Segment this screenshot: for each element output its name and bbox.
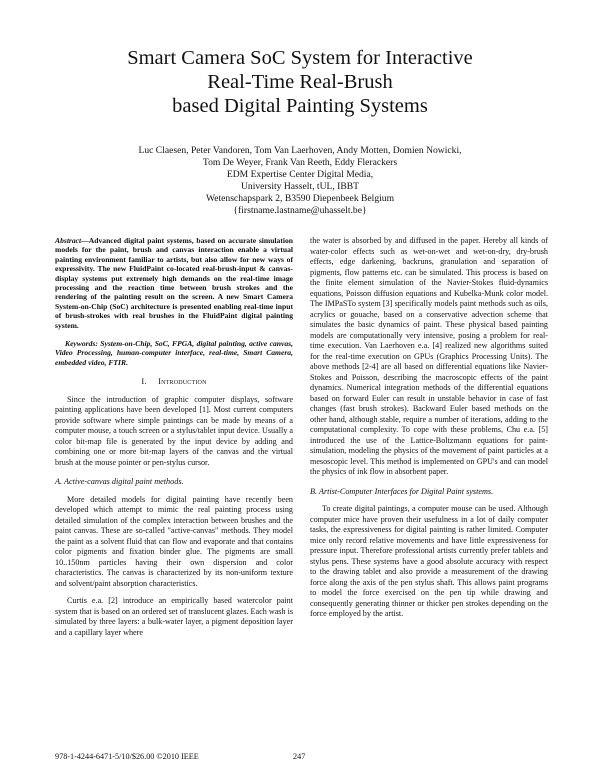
- keywords-text: System-on-Chip, SoC, FPGA, digital painting, active canvas, Video Processing, human-computer interface, real-time, Smart Camera, embedded video, FTIR.: [55, 339, 293, 367]
- footer-copyright: 978-1-4244-6471-5/10/$26.00 ©2010 IEEE: [55, 752, 199, 761]
- subsection-b-paragraph-1: To create digital paintings, a computer mouse can be used. Although computer mice have proven their usefulness in a lot of daily computer tasks, the expressiveness for digital painting is rather limited. Computer mice only record relative movements and have little expressiveness for pressure input. Therefore professional artists currently prefer tablets and stylus pens. These systems have a good absolute accuracy with respect to the drawing tablet and also provide a measurement of the drawing force along the axis of the pen stylus shaft. This allows paint programs to model the force exercised on the pen tip while drawing and consequently generating thinner or thicker pen strokes depending on the force employed by the artist.: [310, 504, 548, 618]
- abstract: Abstract—Advanced digital paint systems, based on accurate simulation models for the paint, brush and canvas interaction enable a virtual painting environment familiar to artists, but also allow for new ways of expressivity. The new FluidPaint co-located real-brush-input & canvas-display systems put extremely high demands on the real-time image processing and the reaction time between brush strokes and the rendering of the painting result on the screen. A new Smart Camera System-on-Chip (SoC) architecture is presented enabling real-time input of brush-strokes with real brushes in the FluidPaint digital painting system.: [55, 236, 293, 330]
- author-block: [40, 145, 560, 218]
- section-title: Introduction: [158, 377, 207, 387]
- right-column: [310, 236, 548, 620]
- email-line: {firstname.lastname@uhasselt.be}: [233, 205, 367, 217]
- right-column-paragraph-1: the water is absorbed by and diffused in the paper. Hereby all kinds of water-color effects such as wet-on-wet and wet-on-dry, dry-brush effects, edge darkening, backruns, granulation and separation of pigments, flow patterns etc. can be simulated. This process is based on the finite element simulation of the Navier-Stokes fluid-dynamics equations, Poisson diffusion equations and Kubelka-Munk color model. The IMPaSTo system [3] specifically models paint methods such as oils, acrylics or gouache, based on a conservative advection scheme that simulates the basic dynamics of paint. These physical based painting models are computationally very intensive, posing a problem for real-time execution. Van Laerhoven e.a. [4] realized new algorithms suited for the real-time execution on GPUs (Graphics Processing Units). The above methods [2-4] are all based on differential equations like Navier-Stokes and Poisson, describing the macroscopic effects of the paint dynamics. Numerical integration methods of the differential equations based on forward Euler can result in unstable behavior in case of fast changes (fast brush strokes). Backward Euler based methods on the other hand, although stable, require a number of iterations, adding to the computational complexity. To cope with these problems, Chu e.a. [5] introduced the use of the Lattice-Boltzmann equations for paint-simulation, modeling the physics of the movement of paint particles at a mesoscopic level. This method is implemented on GPU's and can model the physics of ink flow in absorbent paper.: [310, 236, 548, 476]
- title-line-1: Smart Camera SoC System for Interactive: [127, 47, 473, 69]
- author-names-line-1: Luc Claesen, Peter Vandoren, Tom Van Laerhoven, Andy Motten, Domien Nowicki,: [138, 145, 462, 156]
- section-heading-introduction: [55, 377, 293, 388]
- keywords-label: Keywords:: [65, 339, 98, 349]
- subsection-a-paragraph-1: More detailed models for digital painting have recently been developed which attempt to mimic the real painting process using detailed simulation of the complex interaction between brushes and the paint canvas. These are so-called "active-canvas" methods. They model the paint as a solvent fluid that can flow and evaporate and that contains color pigments and fixation binder glue. The pigments are small 10..150nm particles having their own dispersion and color characteristics. The canvas is characterized by its non-uniform texture and solvent/paint absorption characteristics.: [55, 494, 293, 588]
- left-column: [55, 236, 293, 638]
- title-line-2: Real-Time Real-Brush: [207, 71, 393, 93]
- keywords: [55, 339, 293, 367]
- author-names-line-2: Tom De Weyer, Frank Van Reeth, Eddy Flerackers: [202, 157, 398, 169]
- paper-title: [40, 46, 560, 118]
- abstract-text: Advanced digital paint systems, based on accurate simulation models for the paint, brush and canvas interaction enable a virtual painting environment familiar to artists, but also allow for new ways of expressivity. The new FluidPaint co-located real-brush-input & canvas-display systems put extremely high demands on the real-time image processing and the reaction time between brush strokes and the rendering of the painting result on the screen. A new Smart Camera System-on-Chip (SoC) architecture is presented enabling real-time input of brush-strokes with real brushes in the FluidPaint digital painting system.: [55, 236, 293, 330]
- title-line-3: based Digital Painting Systems: [172, 95, 428, 117]
- section-number: I.: [141, 377, 147, 387]
- intro-paragraph: Since the introduction of graphic computer displays, software painting applications have been developed [1]. Most current computers provide software where simple paintings can be made by means of a computer mouse, a touch screen or a stylus/tablet input device. Usually a color bit-map file is generated by the input device by adding and combining one or more bit-map layers of the canvas and the virtual brush at the mouse pointer or pen-stylus cursor.: [55, 394, 293, 467]
- subsection-heading-a: A. Active-canvas digital paint methods.: [55, 477, 184, 487]
- address-line: Wetenschapspark 2, B3590 Diepenbeek Belgium: [205, 193, 395, 205]
- abstract-label: Abstract: [55, 236, 82, 245]
- affiliation-line-1: EDM Expertise Center Digital Media,: [226, 169, 374, 181]
- subsection-a-paragraph-2: Curtis e.a. [2] introduce an empirically based watercolor paint system that is based on an ordered set of translucent glazes. Each wash is simulated by three layers: a bulk-water layer, a pigment deposition layer and a capillary layer where: [55, 596, 293, 637]
- subsection-heading-b: B. Artist-Computer Interfaces for Digital Paint systems.: [310, 486, 494, 496]
- affiliation-line-2: University Hasselt, tUL, IBBT: [240, 181, 360, 193]
- page-number: 247: [293, 752, 306, 761]
